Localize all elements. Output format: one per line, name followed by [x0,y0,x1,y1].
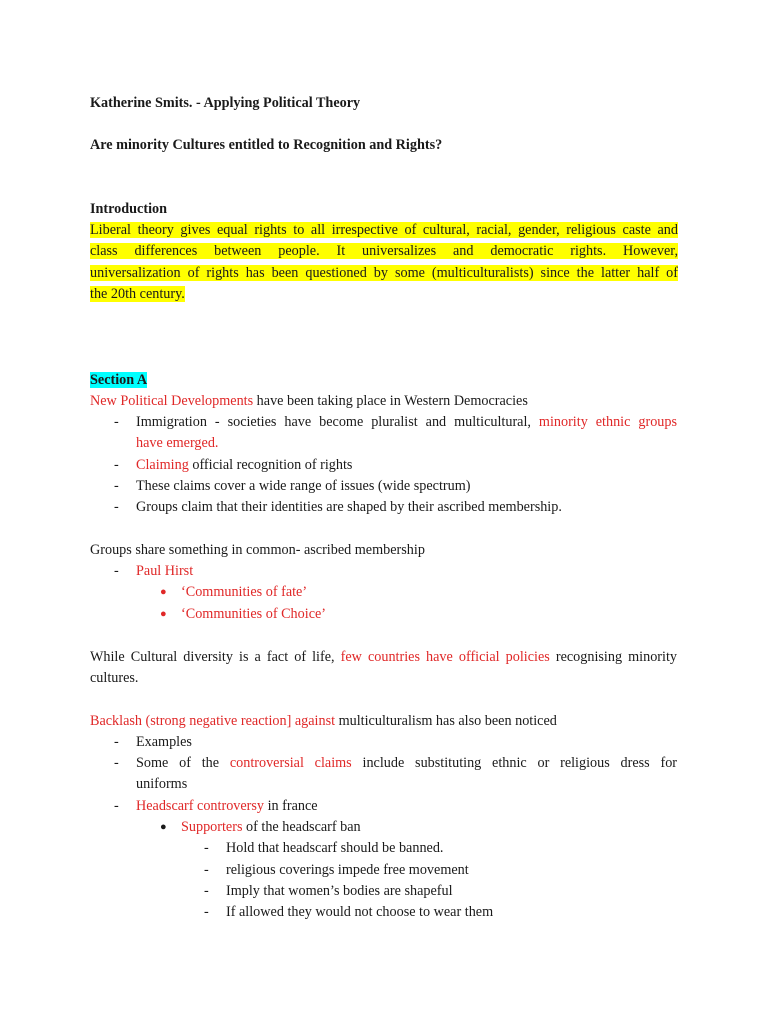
controversial-line-2: uniforms [136,776,188,792]
intro-line-4: the 20th century. [90,286,185,302]
headscarf-item: Headscarf controversy in france [136,798,318,814]
list-dash: - [114,563,119,579]
immigration-line-1: Immigration - societies have become pluralist and multicultural, minority ethnic groups [136,414,677,430]
controversial-line-1: Some of the controversial claims include substituting ethnic or religious dress for [136,755,678,771]
supporter-point: religious coverings impede free movement [226,862,469,878]
list-dash: - [204,840,209,856]
list-dash: - [114,499,119,515]
list-dash: - [114,414,119,430]
claiming-item: Claiming official recognition of rights [136,457,353,473]
intro-heading: Introduction [90,201,167,217]
list-dash: - [114,734,119,750]
list-dash: - [114,457,119,473]
backlash-line: Backlash (strong negative reaction] against multiculturalism has also been noticed [90,713,557,729]
groups-claim-item: Groups claim that their identities are shaped by their ascribed membership. [136,499,562,515]
list-dash: - [204,904,209,920]
intro-line-2: class differences between people. It universalizes and democratic rights. However, [90,243,678,259]
groups-share-line: Groups share something in common- ascribed membership [90,542,425,558]
list-dash: - [204,883,209,899]
list-dash: - [114,478,119,494]
communities-choice-item: ‘Communities of Choice’ [181,606,327,622]
bullet-dot: ● [160,821,167,833]
communities-fate-item: ‘Communities of fate’ [181,584,308,600]
supporter-point: Hold that headscarf should be banned. [226,840,444,856]
list-dash: - [204,862,209,878]
document-question: Are minority Cultures entitled to Recognition and Rights? [90,137,443,153]
diversity-line-1: While Cultural diversity is a fact of life, few countries have official policies recognising minority [90,649,677,665]
supporter-point: If allowed they would not choose to wear them [226,904,494,920]
bullet-dot: ● [160,586,167,598]
bullet-dot: ● [160,608,167,620]
list-dash: - [114,755,119,771]
intro-line-1: Liberal theory gives equal rights to all irrespective of cultural, racial, gender, religious caste and [90,222,678,238]
claims-cover-item: These claims cover a wide range of issues (wide spectrum) [136,478,471,494]
document-title: Katherine Smits. - Applying Political Theory [90,95,361,111]
intro-line-3: universalization of rights has been questioned by some (multiculturalists) since the latter half of [90,265,678,281]
examples-item: Examples [136,734,192,750]
supporter-point: Imply that women’s bodies are shapeful [226,883,453,899]
immigration-line-2: have emerged. [136,435,219,451]
developments-line: New Political Developments have been taking place in Western Democracies [90,393,528,409]
supporters-item: Supporters of the headscarf ban [181,819,361,835]
list-dash: - [114,798,119,814]
paul-hirst-item: Paul Hirst [136,563,194,579]
section-a-heading: Section A [90,372,148,388]
diversity-line-2: cultures. [90,670,139,686]
